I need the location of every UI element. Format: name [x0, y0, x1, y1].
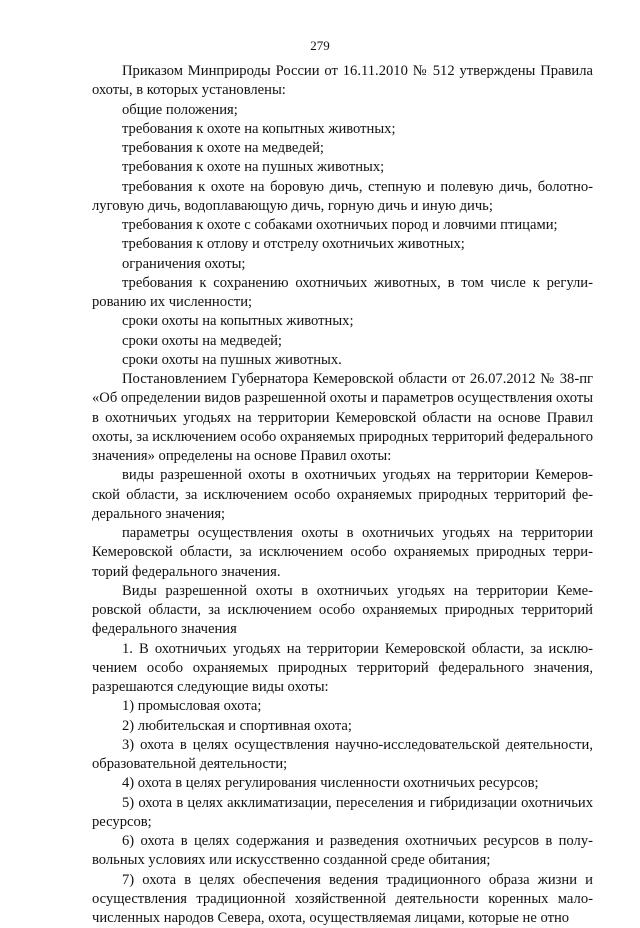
- paragraph: Приказом Минприроды России от 16.11.2010 № 512 утверждены Правила охоты, в которых установлены:: [92, 62, 593, 101]
- list-item: 1) промысловая охота;: [92, 697, 593, 716]
- page-number: 279: [0, 38, 640, 54]
- list-item: требования к отлову и отстрелу охотничьих животных;: [92, 235, 593, 254]
- list-item: требования к сохранению охотничьих животных, в том числе к регулированию их численности;: [92, 274, 593, 313]
- list-item: сроки охоты на копытных животных;: [92, 312, 593, 331]
- paragraph: Постановлением Губернатора Кемеровской области от 26.07.2012 № 38-пг «Об определении видов разрешенной охоты и параметров осуществления охоты в охотничьих угодьях на территории Кемеровской области на основе Правил охоты, за исключением особо охраняемых природных территорий федерального значения» определены на основе Правил охоты:: [92, 370, 593, 466]
- list-item: 6) охота в целях содержания и разведения охотничьих ресурсов в полувольных условиях или искусственно созданной среде обитания;: [92, 832, 593, 871]
- list-item: 7) охота в целях обеспечения ведения традиционного образа жизни и осуществления традиционной хозяйственной деятельности коренных малочисленных народов Севера, охота, осуществляемая лицами, которые не отно: [92, 871, 593, 928]
- list-item: требования к охоте на копытных животных;: [92, 120, 593, 139]
- list-item: требования к охоте на боровую дичь, степную и полевую дичь, болотнолуговую дичь, водоплавающую дичь, горную дичь и иную дичь;: [92, 178, 593, 217]
- list-item: 5) охота в целях акклиматизации, переселения и гибридизации охотничьих ресурсов;: [92, 794, 593, 833]
- list-item: общие положения;: [92, 101, 593, 120]
- paragraph: 1. В охотничьих угодьях на территории Кемеровской области, за исключением особо охраняемых природных территорий федерального значения, разрешаются следующие виды охоты:: [92, 640, 593, 698]
- list-item: 4) охота в целях регулирования численности охотничьих ресурсов;: [92, 774, 593, 793]
- list-item: сроки охоты на пушных животных.: [92, 351, 593, 370]
- body-text: [92, 62, 593, 928]
- list-item: сроки охоты на медведей;: [92, 332, 593, 351]
- list-item: 2) любительская и спортивная охота;: [92, 717, 593, 736]
- list-item: виды разрешенной охоты в охотничьих угодьях на территории Кемеровской области, за исключением особо охраняемых природных территорий федерального значения;: [92, 466, 593, 524]
- list-item: 3) охота в целях осуществления научно-исследовательской деятельности, образовательной деятельности;: [92, 736, 593, 775]
- list-item: параметры осуществления охоты в охотничьих угодьях на территории Кемеровской области, за исключением особо охраняемых природных территорий федерального значения.: [92, 524, 593, 582]
- list-item: требования к охоте на пушных животных;: [92, 158, 593, 177]
- list-item: ограничения охоты;: [92, 255, 593, 274]
- section-heading: Виды разрешенной охоты в охотничьих угодьях на территории Кемеровской области, за исключением особо охраняемых природных территорий федерального значения: [92, 582, 593, 640]
- list-item: требования к охоте на медведей;: [92, 139, 593, 158]
- list-item: требования к охоте с собаками охотничьих пород и ловчими птицами;: [92, 216, 593, 235]
